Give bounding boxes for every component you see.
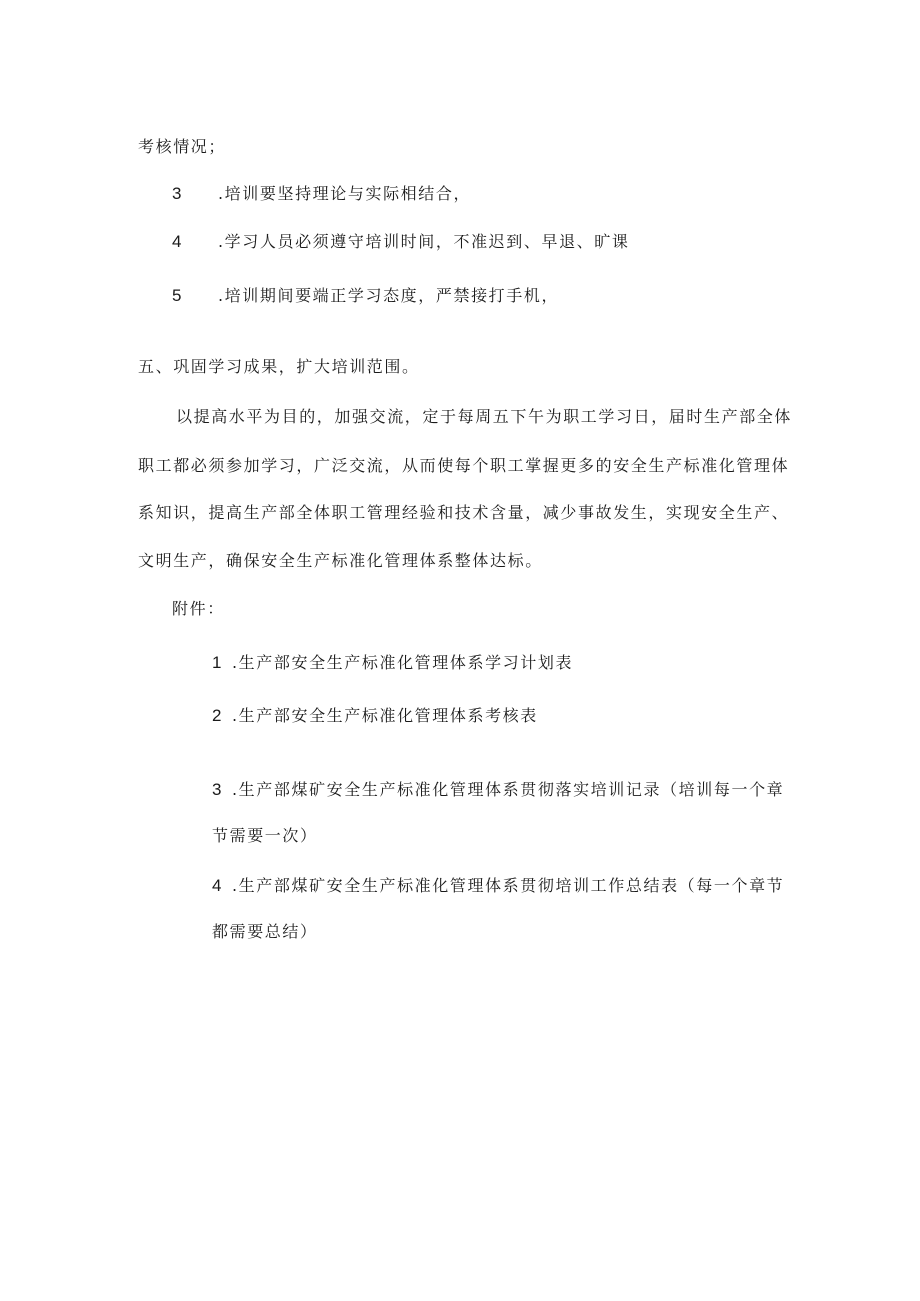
- paragraph-line: 系知识，提高生产部全体职工管理经验和技术含量，减少事故发生，实现安全生产、: [138, 503, 790, 522]
- rule-text: .培训要坚持理论与实际相结合，: [218, 184, 472, 203]
- rule-number: 5: [172, 286, 182, 305]
- attachment-number: 4: [212, 876, 222, 895]
- paragraph-line: 职工都必须参加学习，广泛交流，从而使每个职工掌握更多的安全生产标准化管理体: [138, 456, 790, 475]
- attachment-number: 2: [212, 706, 222, 725]
- section-five-heading: 五、巩固学习成果，扩大培训范围。: [138, 357, 420, 376]
- continuation-line: 考核情况；: [138, 137, 227, 156]
- attachment-title-continued: 都需要总结）: [212, 922, 318, 941]
- rule-number: 3: [172, 184, 182, 203]
- rule-number: 4: [172, 232, 182, 251]
- attachment-title: .生产部安全生产标准化管理体系学习计划表: [232, 653, 574, 672]
- rule-text: .学习人员必须遵守培训时间，不准迟到、早退、旷课: [218, 232, 630, 251]
- attachment-title: .生产部煤矿安全生产标准化管理体系贯彻落实培训记录（培训每一个章: [232, 780, 785, 799]
- paragraph-line: 文明生产，确保安全生产标准化管理体系整体达标。: [138, 551, 543, 570]
- attachment-number: 1: [212, 653, 222, 672]
- attachment-title-continued: 节需要一次）: [212, 826, 318, 845]
- attachments-label: 附件：: [172, 599, 225, 618]
- rule-text: .培训期间要端正学习态度，严禁接打手机，: [218, 286, 560, 305]
- attachment-title: .生产部煤矿安全生产标准化管理体系贯彻培训工作总结表（每一个章节: [232, 876, 785, 895]
- attachment-title: .生产部安全生产标准化管理体系考核表: [232, 706, 538, 725]
- attachment-number: 3: [212, 780, 222, 799]
- paragraph-line: 以提高水平为目的，加强交流，定于每周五下午为职工学习日，届时生产部全体: [176, 407, 793, 426]
